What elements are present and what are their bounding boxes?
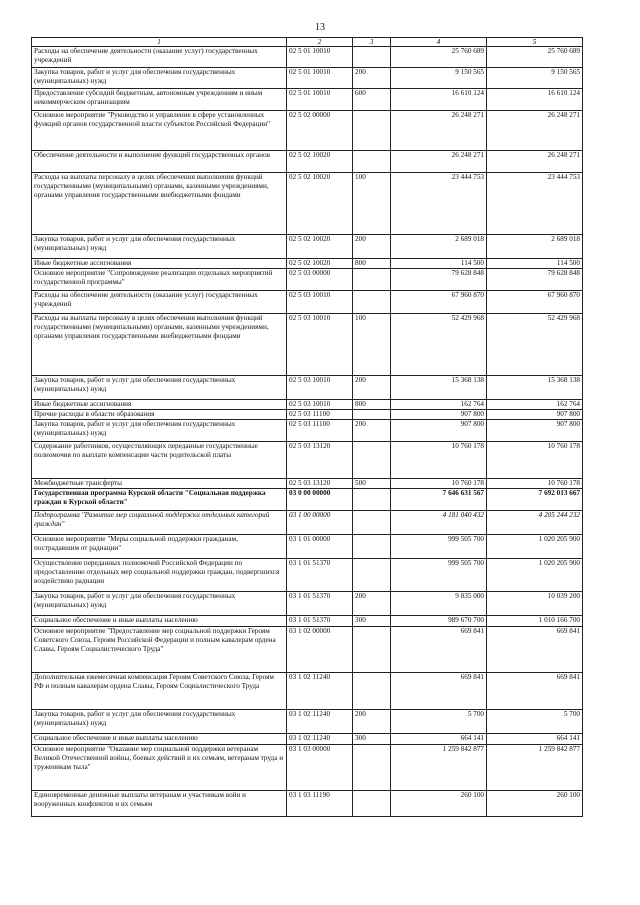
row-code-cell: 03 1 02 11240 <box>287 673 353 710</box>
row-expense-type-cell: 200 <box>353 592 391 616</box>
table-row <box>32 235 583 259</box>
row-expense-type-cell <box>353 745 391 791</box>
row-expense-type-cell <box>353 291 391 314</box>
row-amount-year2-cell: 669 841 <box>487 673 583 710</box>
table-row <box>32 111 583 151</box>
row-name-cell: Предоставление субсидий бюджетным, автономным учреждениям и иным некоммерческим организациям <box>32 89 287 111</box>
row-amount-year1-cell: 260 100 <box>391 791 487 817</box>
row-name-cell: Расходы на выплаты персоналу в целях обеспечения выполнения функций государственными (муниципальными) органами, казенными учреждениями, органами управления государственными внебюджетными фондами <box>32 173 287 235</box>
row-code-cell: 03 1 00 00000 <box>287 511 353 535</box>
table-row <box>32 791 583 817</box>
row-code-cell: 02 5 03 10010 <box>287 291 353 314</box>
row-expense-type-cell: 200 <box>353 710 391 734</box>
row-amount-year2-cell: 16 610 124 <box>487 89 583 111</box>
row-expense-type-cell <box>353 489 391 511</box>
row-expense-type-cell: 200 <box>353 420 391 442</box>
row-amount-year1-cell: 162 764 <box>391 400 487 410</box>
row-code-cell: 03 1 01 51370 <box>287 592 353 616</box>
column-number: 4 <box>391 38 487 47</box>
row-expense-type-cell <box>353 559 391 592</box>
table-row <box>32 627 583 673</box>
row-expense-type-cell <box>353 47 391 68</box>
row-name-cell: Межбюджетные трансферты <box>32 479 287 489</box>
row-amount-year2-cell: 15 368 138 <box>487 376 583 400</box>
row-code-cell: 02 5 03 00000 <box>287 269 353 291</box>
column-number-row <box>32 38 583 47</box>
row-amount-year1-cell: 67 960 870 <box>391 291 487 314</box>
row-code-cell: 02 5 02 10020 <box>287 173 353 235</box>
row-amount-year2-cell: 26 248 271 <box>487 111 583 151</box>
row-code-cell: 03 0 00 00000 <box>287 489 353 511</box>
column-number: 1 <box>32 38 287 47</box>
row-amount-year1-cell: 669 841 <box>391 627 487 673</box>
row-code-cell: 02 5 03 11100 <box>287 410 353 420</box>
row-code-cell: 03 1 02 11240 <box>287 710 353 734</box>
row-amount-year2-cell: 907 800 <box>487 410 583 420</box>
row-code-cell: 02 5 01 10010 <box>287 68 353 89</box>
row-name-cell: Расходы на выплаты персоналу в целях обеспечения выполнения функций государственными (муниципальными) органами, казенными учреждениями, органами управления государственными внебюджетными фондами <box>32 314 287 376</box>
table-row <box>32 673 583 710</box>
row-expense-type-cell <box>353 791 391 817</box>
row-code-cell: 02 5 03 10010 <box>287 400 353 410</box>
row-amount-year1-cell: 25 760 689 <box>391 47 487 68</box>
row-amount-year1-cell: 999 505 700 <box>391 535 487 559</box>
row-amount-year2-cell: 162 764 <box>487 400 583 410</box>
row-expense-type-cell: 100 <box>353 314 391 376</box>
row-amount-year1-cell: 9 150 565 <box>391 68 487 89</box>
row-amount-year2-cell: 7 692 013 667 <box>487 489 583 511</box>
row-amount-year2-cell: 25 760 689 <box>487 47 583 68</box>
table-row <box>32 442 583 479</box>
table-row <box>32 535 583 559</box>
row-expense-type-cell <box>353 111 391 151</box>
table-row <box>32 259 583 269</box>
row-code-cell: 02 5 02 00000 <box>287 111 353 151</box>
row-amount-year2-cell: 5 700 <box>487 710 583 734</box>
row-expense-type-cell: 600 <box>353 89 391 111</box>
row-code-cell: 03 1 01 00000 <box>287 535 353 559</box>
row-name-cell: Прочие расходы в области образования <box>32 410 287 420</box>
row-expense-type-cell: 800 <box>353 400 391 410</box>
row-name-cell: Закупка товаров, работ и услуг для обеспечения государственных (муниципальных) нужд <box>32 376 287 400</box>
table-row <box>32 400 583 410</box>
row-expense-type-cell <box>353 151 391 173</box>
row-amount-year1-cell: 16 610 124 <box>391 89 487 111</box>
row-expense-type-cell <box>353 535 391 559</box>
row-expense-type-cell <box>353 627 391 673</box>
row-amount-year1-cell: 907 800 <box>391 420 487 442</box>
row-amount-year1-cell: 999 505 700 <box>391 559 487 592</box>
row-amount-year1-cell: 989 670 700 <box>391 616 487 627</box>
table-row <box>32 269 583 291</box>
row-code-cell: 02 5 03 13120 <box>287 442 353 479</box>
table-row <box>32 710 583 734</box>
row-code-cell: 03 1 01 51370 <box>287 616 353 627</box>
row-amount-year2-cell: 10 039 200 <box>487 592 583 616</box>
table-row <box>32 479 583 489</box>
row-amount-year1-cell: 4 181 040 432 <box>391 511 487 535</box>
row-expense-type-cell <box>353 673 391 710</box>
page-number: 13 <box>315 22 325 33</box>
row-expense-type-cell <box>353 442 391 479</box>
table-row <box>32 559 583 592</box>
column-number: 3 <box>353 38 391 47</box>
table-row <box>32 151 583 173</box>
row-amount-year1-cell: 26 248 271 <box>391 151 487 173</box>
row-expense-type-cell: 500 <box>353 479 391 489</box>
row-name-cell: Основное мероприятие "Оказание мер социальной поддержки ветеранам Великой Отечественной войны, боевых действий и их семьям, ветеранам труда и труженикам тыла" <box>32 745 287 791</box>
row-amount-year2-cell: 79 628 848 <box>487 269 583 291</box>
row-expense-type-cell: 100 <box>353 173 391 235</box>
row-name-cell: Государственная программа Курской области "Социальная поддержка граждан в Курской области" <box>32 489 287 511</box>
row-amount-year1-cell: 1 259 842 877 <box>391 745 487 791</box>
row-name-cell: Дополнительная ежемесячная компенсация Героям Советского Союза, Героям РФ и полным кавалерам ордена Славы, Героям Социалистического Труда <box>32 673 287 710</box>
row-amount-year2-cell: 260 100 <box>487 791 583 817</box>
table-row <box>32 511 583 535</box>
table-row <box>32 314 583 376</box>
row-amount-year2-cell: 2 689 018 <box>487 235 583 259</box>
row-expense-type-cell: 800 <box>353 259 391 269</box>
row-amount-year2-cell: 26 248 271 <box>487 151 583 173</box>
row-name-cell: Обеспечение деятельности и выполнение функций государственных органов <box>32 151 287 173</box>
row-amount-year1-cell: 907 800 <box>391 410 487 420</box>
table-row <box>32 173 583 235</box>
table-row <box>32 291 583 314</box>
row-expense-type-cell: 200 <box>353 376 391 400</box>
row-expense-type-cell: 200 <box>353 68 391 89</box>
table-row <box>32 68 583 89</box>
row-name-cell: Иные бюджетные ассигнования <box>32 259 287 269</box>
row-name-cell: Социальное обеспечение и иные выплаты населению <box>32 734 287 745</box>
table-row <box>32 734 583 745</box>
table-row <box>32 592 583 616</box>
row-code-cell: 02 5 03 13120 <box>287 479 353 489</box>
table-row <box>32 489 583 511</box>
table-row <box>32 745 583 791</box>
row-name-cell: Основное мероприятие "Меры социальной поддержки гражданам, пострадавшим от радиации" <box>32 535 287 559</box>
row-amount-year1-cell: 23 444 753 <box>391 173 487 235</box>
row-name-cell: Расходы на обеспечение деятельности (оказание услуг) государственных учреждений <box>32 47 287 68</box>
row-expense-type-cell <box>353 511 391 535</box>
table-row <box>32 616 583 627</box>
row-code-cell: 03 1 02 11240 <box>287 734 353 745</box>
row-name-cell: Осуществление переданных полномочий Российской Федерации по предоставлению отдельных мер социальной поддержки граждан, подвергшихся воздействию радиации <box>32 559 287 592</box>
row-name-cell: Иные бюджетные ассигнования <box>32 400 287 410</box>
row-amount-year1-cell: 114 500 <box>391 259 487 269</box>
row-amount-year1-cell: 26 248 271 <box>391 111 487 151</box>
row-amount-year2-cell: 67 960 870 <box>487 291 583 314</box>
row-expense-type-cell <box>353 269 391 291</box>
row-amount-year2-cell: 907 800 <box>487 420 583 442</box>
row-code-cell: 03 1 03 00000 <box>287 745 353 791</box>
row-amount-year2-cell: 669 841 <box>487 627 583 673</box>
row-amount-year2-cell: 1 020 205 900 <box>487 535 583 559</box>
table-row <box>32 420 583 442</box>
row-name-cell: Подпрограмма "Развитие мер социальной поддержки отдельных категорий граждан" <box>32 511 287 535</box>
row-code-cell: 02 5 03 10010 <box>287 314 353 376</box>
row-code-cell: 02 5 01 10010 <box>287 47 353 68</box>
row-amount-year2-cell: 1 010 166 700 <box>487 616 583 627</box>
row-code-cell: 02 5 03 10010 <box>287 376 353 400</box>
table-row <box>32 410 583 420</box>
row-amount-year2-cell: 1 020 205 900 <box>487 559 583 592</box>
row-amount-year2-cell: 1 259 842 877 <box>487 745 583 791</box>
row-name-cell: Основное мероприятие "Сопровождение реализации отдельных мероприятий государственной программы" <box>32 269 287 291</box>
row-name-cell: Социальное обеспечение и иные выплаты населению <box>32 616 287 627</box>
row-amount-year2-cell: 9 150 565 <box>487 68 583 89</box>
table-row <box>32 376 583 400</box>
row-expense-type-cell <box>353 410 391 420</box>
column-number: 5 <box>487 38 583 47</box>
row-amount-year1-cell: 5 700 <box>391 710 487 734</box>
row-code-cell: 02 5 01 10010 <box>287 89 353 111</box>
row-amount-year2-cell: 23 444 753 <box>487 173 583 235</box>
row-amount-year2-cell: 10 760 178 <box>487 479 583 489</box>
row-amount-year1-cell: 10 760 178 <box>391 442 487 479</box>
row-amount-year1-cell: 52 429 968 <box>391 314 487 376</box>
row-amount-year1-cell: 15 368 138 <box>391 376 487 400</box>
row-name-cell: Расходы на обеспечение деятельности (оказание услуг) государственных учреждений <box>32 291 287 314</box>
row-code-cell: 02 5 03 11100 <box>287 420 353 442</box>
row-name-cell: Закупка товаров, работ и услуг для обеспечения государственных (муниципальных) нужд <box>32 68 287 89</box>
row-expense-type-cell: 300 <box>353 734 391 745</box>
row-code-cell: 03 1 01 51370 <box>287 559 353 592</box>
row-expense-type-cell: 200 <box>353 235 391 259</box>
row-amount-year2-cell: 114 500 <box>487 259 583 269</box>
row-name-cell: Основное мероприятие "Руководство и управление в сфере установленных функций органов государственной власти субъектов Российской Федерации" <box>32 111 287 151</box>
row-code-cell: 03 1 03 11190 <box>287 791 353 817</box>
row-amount-year2-cell: 4 205 244 232 <box>487 511 583 535</box>
row-name-cell: Закупка товаров, работ и услуг для обеспечения государственных (муниципальных) нужд <box>32 592 287 616</box>
row-amount-year2-cell: 52 429 968 <box>487 314 583 376</box>
row-amount-year1-cell: 7 646 631 567 <box>391 489 487 511</box>
row-expense-type-cell: 300 <box>353 616 391 627</box>
row-name-cell: Закупка товаров, работ и услуг для обеспечения государственных (муниципальных) нужд <box>32 710 287 734</box>
row-amount-year2-cell: 10 760 178 <box>487 442 583 479</box>
row-amount-year1-cell: 79 628 848 <box>391 269 487 291</box>
row-name-cell: Содержание работников, осуществляющих переданные государственные полномочия по выплате компенсации части родительской платы <box>32 442 287 479</box>
row-code-cell: 03 1 02 00000 <box>287 627 353 673</box>
row-name-cell: Закупка товаров, работ и услуг для обеспечения государственных (муниципальных) нужд <box>32 235 287 259</box>
row-code-cell: 02 5 02 10020 <box>287 151 353 173</box>
row-amount-year1-cell: 2 689 018 <box>391 235 487 259</box>
row-amount-year1-cell: 10 760 178 <box>391 479 487 489</box>
column-number: 2 <box>287 38 353 47</box>
row-amount-year1-cell: 9 835 000 <box>391 592 487 616</box>
table-row <box>32 89 583 111</box>
row-amount-year1-cell: 669 841 <box>391 673 487 710</box>
row-amount-year1-cell: 664 141 <box>391 734 487 745</box>
row-name-cell: Закупка товаров, работ и услуг для обеспечения государственных (муниципальных) нужд <box>32 420 287 442</box>
row-name-cell: Единовременные денежные выплаты ветеранам и участникам войн и вооруженных конфликтов и их семьям <box>32 791 287 817</box>
table-row <box>32 47 583 68</box>
budget-table <box>31 37 583 817</box>
row-name-cell: Основное мероприятие "Предоставление мер социальной поддержки Героям Советского Союза, Героям Российской Федерации и полным кавалерам ордена Славы, Героям Социалистического Труда" <box>32 627 287 673</box>
row-amount-year2-cell: 664 141 <box>487 734 583 745</box>
row-code-cell: 02 5 02 10020 <box>287 259 353 269</box>
row-code-cell: 02 5 02 10020 <box>287 235 353 259</box>
